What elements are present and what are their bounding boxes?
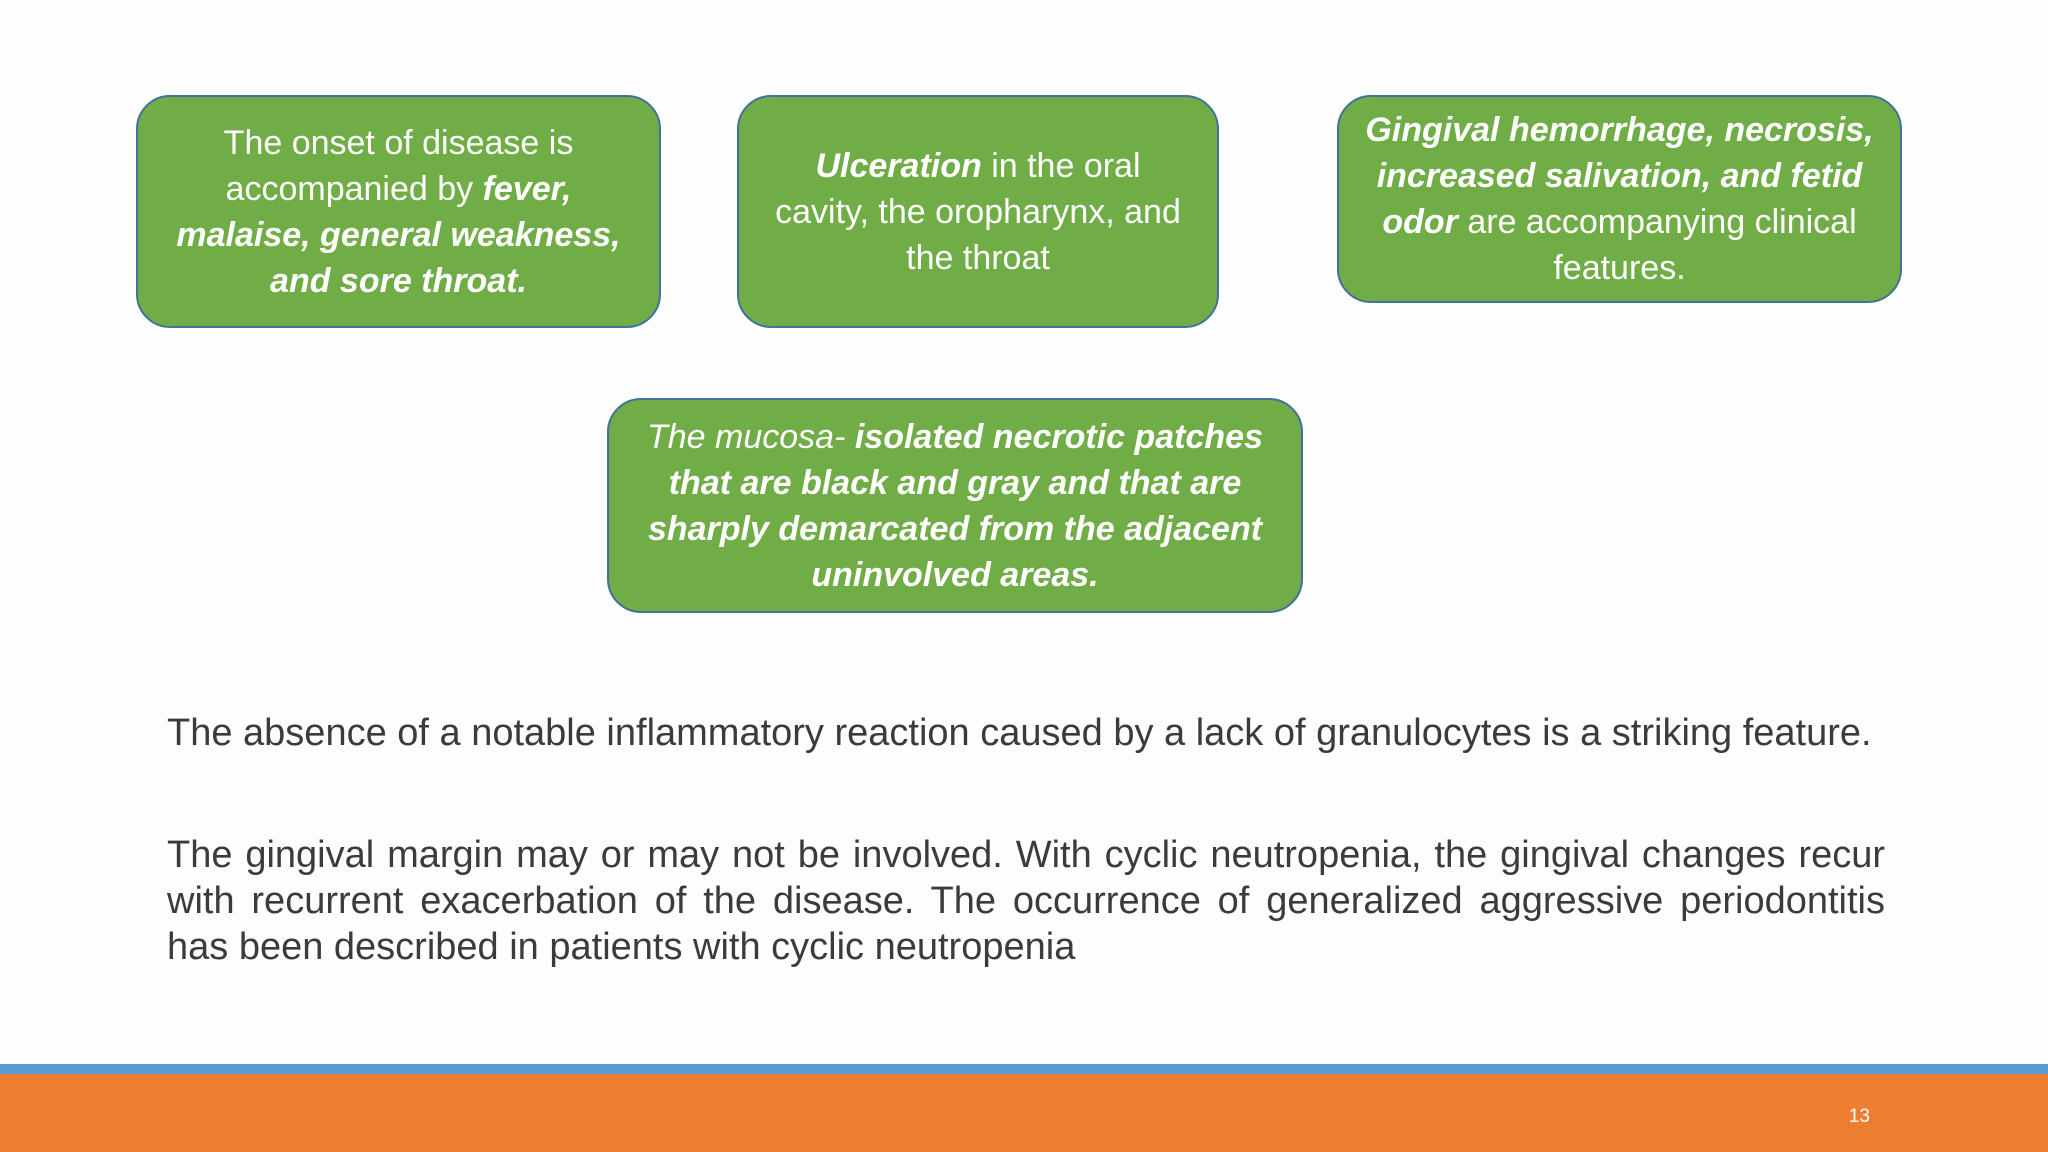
onset-symptoms-text: The onset of disease is accompanied by fever, malaise, general weakness, and sore throat.	[176, 123, 621, 300]
ulceration-box	[737, 95, 1219, 328]
ulceration-text: Ulceration in the oral cavity, the oropharynx, and the throat	[775, 146, 1181, 277]
mucosa-text	[635, 414, 1275, 598]
onset-symptoms-box	[136, 95, 661, 328]
page-number: 13	[1848, 1106, 1870, 1127]
gingival-features-text: Gingival hemorrhage, necrosis, increased salivation, and fetid odor are accompanying clinical features.	[1365, 111, 1874, 287]
mucosa-emphasis: isolated necrotic patches that are black and gray and that are sharply demarcated from the adjacent uninvolved areas.	[647, 417, 1263, 594]
footer-orange-band	[0, 1074, 2048, 1152]
mucosa-label: The mucosa-	[647, 417, 846, 456]
ulceration-emphasis: Ulceration	[815, 146, 982, 185]
paragraph-gingival-margin: The gingival margin may or may not be involved. With cyclic neutropenia, the gingival changes recur with recurrent exacerbation of the disease. The occurrence of generalized aggressive periodontitis has been described in patients with cyclic neutropenia	[167, 834, 1885, 968]
gingival-features-box	[1337, 95, 1902, 303]
gingival-features-emphasis: Gingival hemorrhage, necrosis, increased salivation, and fetid odor	[1365, 111, 1874, 241]
paragraph-inflammatory-reaction: The absence of a notable inflammatory reaction caused by a lack of granulocytes is a striking feature.	[167, 712, 1872, 754]
mucosa-box	[607, 398, 1303, 613]
onset-symptoms-emphasis: fever, malaise, general weakness, and sore throat.	[176, 169, 621, 300]
footer-blue-band	[0, 1064, 2048, 1074]
